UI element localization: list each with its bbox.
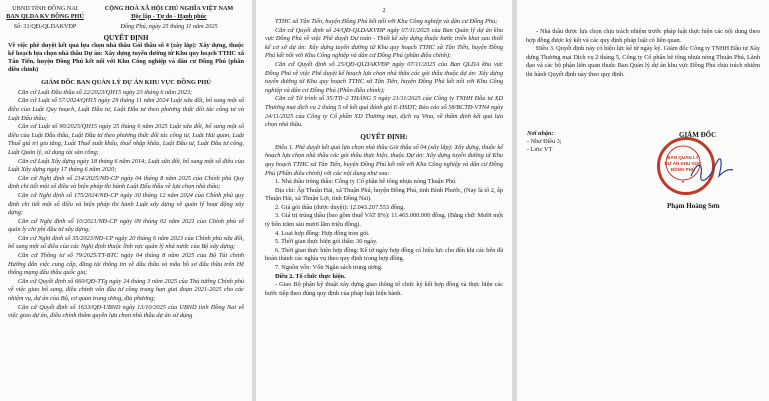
agency-subname: BAN QLDA KV ĐỒNG PHÚ [6, 12, 84, 20]
svg-text:BAN QUẢN LÝ: BAN QUẢN LÝ [667, 155, 699, 160]
legal-basis-paragraph: Căn cứ Quyết định số 660/QĐ-TTg ngày 24 tháng 3 năm 2025 của Thủ tướng Chính phủ về việc giao bổ sung, điều chỉnh vốn đầu tư công trung hạn giai đoạn 2021-2025 cho các nhiệm vụ, dự án của Bộ, cơ quan trung ương, địa phương; [8, 277, 244, 303]
article-item: 1. Nhà thầu trúng thầu: Công ty Cổ phần bê tông nhựa nóng Thuận Phú. [275, 178, 457, 186]
document-page-1 [0, 0, 252, 401]
paragraph-contractor-responsibility: - Nhà thầu được lựa chọn chịu trách nhiệm trước pháp luật thực hiện các nội dung theo hợp đồng được ký kết và các quy định pháp luật có liên quan. [526, 28, 760, 44]
issuing-authority: GIÁM ĐỐC BAN QUẢN LÝ DỰ ÁN KHU VỰC ĐỒNG PHÚ [41, 78, 211, 86]
national-motto: Độc lập - Tự do - Hạnh phúc [131, 12, 207, 20]
article-item: Địa chỉ: Ấp Thuận Hải, xã Thuận Phú, huyện Đồng Phú, tỉnh Bình Phước, (Nay là tổ 2, ấp Thuận Hải, xã Thuận Lợi, tỉnh Đồng Nai). [265, 186, 503, 203]
article-item: 5. Thời gian thực hiện gói thầu: 30 ngày. [275, 238, 378, 246]
svg-text:DỰ ÁN KHU VỰC: DỰ ÁN KHU VỰC [664, 161, 702, 166]
document-number: Số: 31/QĐ-QLDAKVĐP [13, 23, 77, 31]
recipients-block [527, 130, 561, 154]
article-item: 7. Nguồn vốn: Vốn Ngân sách trung ương. [275, 264, 383, 272]
handwritten-signature [689, 158, 735, 188]
legal-basis-paragraph: Căn cứ Quyết định số 1633/QĐ-UBND ngày 13/10/2025 của UBND tỉnh Đồng Nai về việc giao dự án, điều chỉnh thẩm quyền lựa chọn nhà thầu dự án sử dụng [8, 303, 244, 320]
legal-basis-paragraph: Căn cứ Nghị định số 175/2024/NĐ-CP ngày 30 tháng 12 năm 2024 của Chính phủ quy định chi tiết một số điều và biện pháp thi hành Luật xây dựng về quản lý hoạt động xây dựng; [8, 191, 244, 217]
document-subject: Về việc phê duyệt kết quả lựa chọn nhà thầu Gói thầu số 4 (xây lắp): Xây dựng, thuộc kế hoạch lựa chọn nhà thầu Dự án: Xây dựng tuyến đường từ Khu quy hoạch TTHC xã Tân Tiến, huyện Đồng Phú kết nối với Khu Công nghiệp và dân cư Đồng Phú (phần điều chỉnh) [8, 41, 244, 73]
svg-text:★: ★ [681, 179, 685, 184]
legal-basis-paragraph: Căn cứ Nghị định số 214/2025/NĐ-CP ngày 04 tháng 8 năm 2025 của Chính phủ Quy định chi tiết một số điều và biện pháp thi hành Luật Đấu thầu về lựa chọn nhà thầu; [8, 174, 244, 191]
article-item: 6. Thời gian thực hiện hợp đồng: Kể từ ngày hợp đồng có hiệu lực cho đến khi các bên đã hoàn thành các nghĩa vụ theo quy định trong hợp đồng. [265, 246, 503, 263]
document-page-2 [256, 0, 512, 401]
article-item: 2. Giá gói thầu (được duyệt): 12.043.207.553 đồng. [275, 203, 405, 211]
legal-basis-paragraph: TTHC xã Tân Tiến, huyện Đồng Phú kết nối với Khu Công nghiệp và dân cư Đồng Phú; [275, 18, 498, 25]
legal-basis-paragraph: Căn cứ Luật số 90/2025/QH15 ngày 25 tháng 6 năm 2025 Luật sửa đổi, bổ sung một số điều của Luật Đấu thầu, Luật Đầu tư theo phương thức đối tác công tư, Luật Hải quan, Luật Thuế giá trị gia tăng, Luật Thuế xuất khẩu, thuế nhập khẩu, Luật Đầu tư, Luật Đầu tư công, Luật Quản lý, sử dụng tài sản công; [8, 123, 244, 156]
legal-basis-paragraph: Căn cứ Nghị định số 10/2021/NĐ-CP ngày 09 tháng 02 năm 2021 của Chính phủ về quản lý chi phí đầu tư xây dựng; [8, 217, 244, 234]
legal-basis-paragraph: Căn cứ Luật Xây dựng ngày 18 tháng 6 năm 2014; Luật sửa đổi, bổ sung một số điều của Luật Xây dựng ngày 17 tháng 6 năm 2020; [8, 157, 244, 174]
legal-basis-paragraph: Căn cứ Tờ trình số 35/TTr-2 THÁNG 5 ngày 21/11/2025 của Công ty TNHH Đầu tư XD Thương mại dịch vụ 2 tháng 5 về kết quả đánh giá E-HSDT; Báo cáo số 58/BCTĐ-VTN4 ngày 24/11/2025 của Công ty Cổ phần XD Thương mại, dịch vụ Vina, về thẩm định kết quả lựa chọn nhà thầu. [265, 95, 503, 129]
article-2-title: Điều 2. Tổ chức thực hiện. [275, 272, 346, 280]
svg-text:ĐỒNG PHÚ: ĐỒNG PHÚ [670, 167, 696, 172]
document-title: QUYẾT ĐỊNH [103, 33, 149, 42]
signer-name: Phạm Hoàng Sơn [667, 202, 720, 210]
article-3: Điều 3. Quyết định này có hiệu lực kể từ ngày ký. Giám đốc Công ty TNHH Đầu tư Xây dựng Thương mại Dịch vụ 2 tháng 5, Công ty Cổ phần bê tông nhựa nóng Thuận Phú, Lãnh đạo và các bộ phận liên quan thuộc Ban Quản lý dự án khu vực Đồng Phú chịu trách nhiệm thi hành Quyết định này theo quy định. [526, 45, 760, 78]
legal-basis-paragraph: Căn cứ Luật Đầu thầu số 22/2023/QH15 ngày 23 tháng 6 năm 2023; [18, 88, 193, 96]
signer-title: GIÁM ĐỐC [679, 131, 717, 139]
article-1-items [265, 178, 503, 273]
document-page-3 [517, 0, 769, 401]
recipient-1: - Như Điều 3; [527, 138, 562, 145]
decision-heading: QUYẾT ĐỊNH: [360, 132, 408, 141]
agency-name: UBND TỈNH ĐỒNG NAI [12, 5, 78, 12]
document-header [0, 0, 252, 31]
legal-basis-continued [265, 18, 503, 130]
national-title: CỘNG HOÀ XÃ HỘI CHỦ NGHĨA VIỆT NAM [104, 5, 234, 12]
article-item: 4. Loại hợp đồng: Hợp đồng trọn gói. [275, 229, 370, 237]
article-item: 3. Giá trị trúng thầu (bao gồm thuế VAT 8%): 11.465.000.000 đồng. (Bằng chữ: Mười một tỷ bốn trăm sáu mươi lăm triệu đồng). [265, 212, 503, 229]
legal-basis-paragraph: Căn cứ Luật số 57/2024/QH15 ngày 29 tháng 11 năm 2024 Luật sửa đổi, bổ sung một số điều của Luật Quy hoạch, Luật Đầu tư, Luật Đầu tư theo phương thức đối tác công tư và Luật Đấu thầu; [8, 97, 244, 122]
legal-basis-paragraph: Căn cứ Quyết định số 24/QĐ-QLDAKVĐP ngày 07/11/2025 của Ban Quản lý dự án khu vực Đồng Phú về việc Phê duyệt Dự toán - Thiết kế xây dựng thuộc bước triển khai sau thiết kế cơ sở dự án: Xây dựng tuyến đường từ Khu quy hoạch TTHC xã Tân Tiến, huyện Đồng Phú kết nối với Khu Công nghiệp và dân cư Đồng Phú (phần điều chỉnh); [265, 26, 503, 60]
article-1: Điều 1. Phê duyệt kết quả lựa chọn nhà thầu Gói thầu số 04 (xây lắp): Xây dựng, thuộc kế hoạch lựa chọn nhà thầu các gói thầu thực hiện, thuộc Dự án: Xây dựng tuyến đường từ Khu quy hoạch TTHC xã Tân Tiến, huyện Đồng Phú kết nối với Khu Công nghiệp và dân cư Đồng Phú (Phần điều chỉnh) với các nội dung như sau: [265, 143, 503, 177]
recipient-2: - Lưu: VT [527, 146, 553, 153]
article-2-text: - Giao Bộ phận kỹ thuật xây dựng giao thông tổ chức ký kết hợp đồng và thực hiện các bước tiếp theo đúng quy định của pháp luật hiện hành. [265, 281, 503, 297]
legal-basis-paragraph: Căn cứ Thông tư số 79/2025/TT-BTC ngày 04 tháng 8 năm 2025 của Bộ Tài chính Hướng dẫn việc cung cấp, đăng tải thông tin về đấu thầu và mẫu hồ sơ đấu thầu trên Hệ thống mạng đấu thầu quốc gia; [8, 252, 244, 277]
legal-basis-paragraph: Căn cứ Nghị định số 35/2023/NĐ-CP ngày 20 tháng 6 năm 2023 của Chính phủ sửa đổi, bổ sung một số điều của các Nghị định thuộc lĩnh vực quản lý nhà nước của Bộ xây dựng; [8, 234, 244, 251]
legal-basis-paragraph: Căn cứ Quyết định số 25/QĐ-QLDAKVĐP ngày 07/11/2025 của Ban QLDA khu vực Đồng Phú về việc Phê duyệt kế hoạch lựa chọn nhà thầu các gói thầu thuộc dự án: Xây dựng tuyến đường từ Khu quy hoạch TTHC xã Tân Tiến, huyện Đồng Phú kết nối với Khu Công nghiệp và dân cư Đồng Phú (Phần điều chỉnh); [265, 60, 503, 94]
page-number: 2 [382, 8, 386, 14]
place-date: Đồng Phú, ngày 25 tháng 11 năm 2025 [120, 23, 218, 31]
legal-basis-list [8, 89, 244, 321]
recipients-title: Nơi nhận: [527, 130, 554, 137]
